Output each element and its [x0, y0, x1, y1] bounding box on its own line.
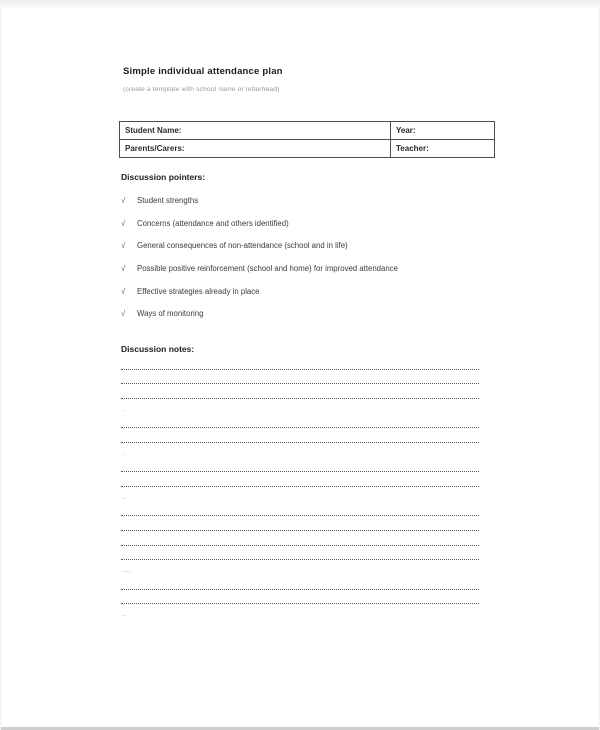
note-line[interactable]: [121, 414, 479, 429]
pointer-item-label: Student strengths: [137, 196, 199, 205]
pointer-item: [121, 216, 398, 239]
note-line[interactable]: [121, 590, 479, 605]
table-row: [120, 140, 495, 158]
note-row-gap: [121, 604, 479, 619]
pointer-item: [121, 238, 398, 261]
note-line[interactable]: [121, 516, 479, 531]
pointer-item-label: Concerns (attendance and others identified): [137, 218, 289, 228]
discussion-pointers-heading: Discussion pointers:: [121, 172, 206, 182]
pointer-item: [121, 261, 398, 284]
note-line[interactable]: [121, 575, 479, 590]
note-line[interactable]: [121, 546, 479, 561]
note-line[interactable]: [121, 428, 479, 443]
pointer-item-label: Effective strategies already in place: [137, 286, 260, 296]
note-row-gap: [121, 487, 479, 502]
discussion-notes-heading: Discussion notes:: [121, 344, 195, 354]
discussion-notes-area: [121, 355, 479, 619]
check-bullet-icon: √: [121, 286, 126, 296]
student-info-rows: [120, 122, 495, 158]
note-line[interactable]: [121, 384, 479, 399]
check-bullet-icon: √: [121, 309, 126, 319]
student-info-table: [119, 121, 495, 158]
discussion-pointers-list: [121, 193, 398, 329]
note-row-gap: [121, 443, 479, 458]
note-row-gap: [121, 399, 479, 414]
pointer-item-label: Ways of monitoring: [137, 309, 204, 319]
check-bullet-icon: √: [121, 196, 126, 205]
student-name-field[interactable]: [120, 122, 391, 140]
stray-mark: .: [122, 405, 125, 413]
pointer-item: [121, 306, 398, 329]
parents-carers-field[interactable]: [120, 140, 391, 158]
note-line[interactable]: [121, 370, 479, 385]
pointer-item-label: Possible positive reinforcement (school and home) for improved attendance: [137, 264, 398, 274]
stray-mark: ..: [122, 493, 127, 501]
table-row: [120, 122, 495, 140]
note-line[interactable]: [121, 472, 479, 487]
year-field[interactable]: [391, 122, 495, 140]
pointer-item: [121, 193, 398, 216]
stray-mark: ....: [122, 566, 132, 574]
note-line[interactable]: [121, 458, 479, 473]
parents-carers-label: Parents/Carers:: [125, 144, 185, 153]
document-subtitle: (create a template with school name or letterhead): [123, 86, 280, 93]
note-row-gap: [121, 560, 479, 575]
student-name-label: Student Name:: [125, 126, 182, 135]
note-line[interactable]: [121, 502, 479, 517]
pointer-item-label: General consequences of non-attendance (school and in life): [137, 241, 348, 251]
document-content: [119, 0, 483, 730]
teacher-field[interactable]: [391, 140, 495, 158]
check-bullet-icon: √: [121, 264, 126, 274]
stray-mark: ..: [122, 610, 127, 618]
year-label: Year:: [396, 126, 416, 135]
check-bullet-icon: √: [121, 241, 126, 251]
teacher-label: Teacher:: [396, 144, 429, 153]
note-line[interactable]: [121, 355, 479, 370]
pointer-item: [121, 284, 398, 307]
check-bullet-icon: √: [121, 218, 126, 228]
document-title: Simple individual attendance plan: [123, 66, 283, 77]
note-line[interactable]: [121, 531, 479, 546]
stray-mark: .: [122, 449, 125, 457]
